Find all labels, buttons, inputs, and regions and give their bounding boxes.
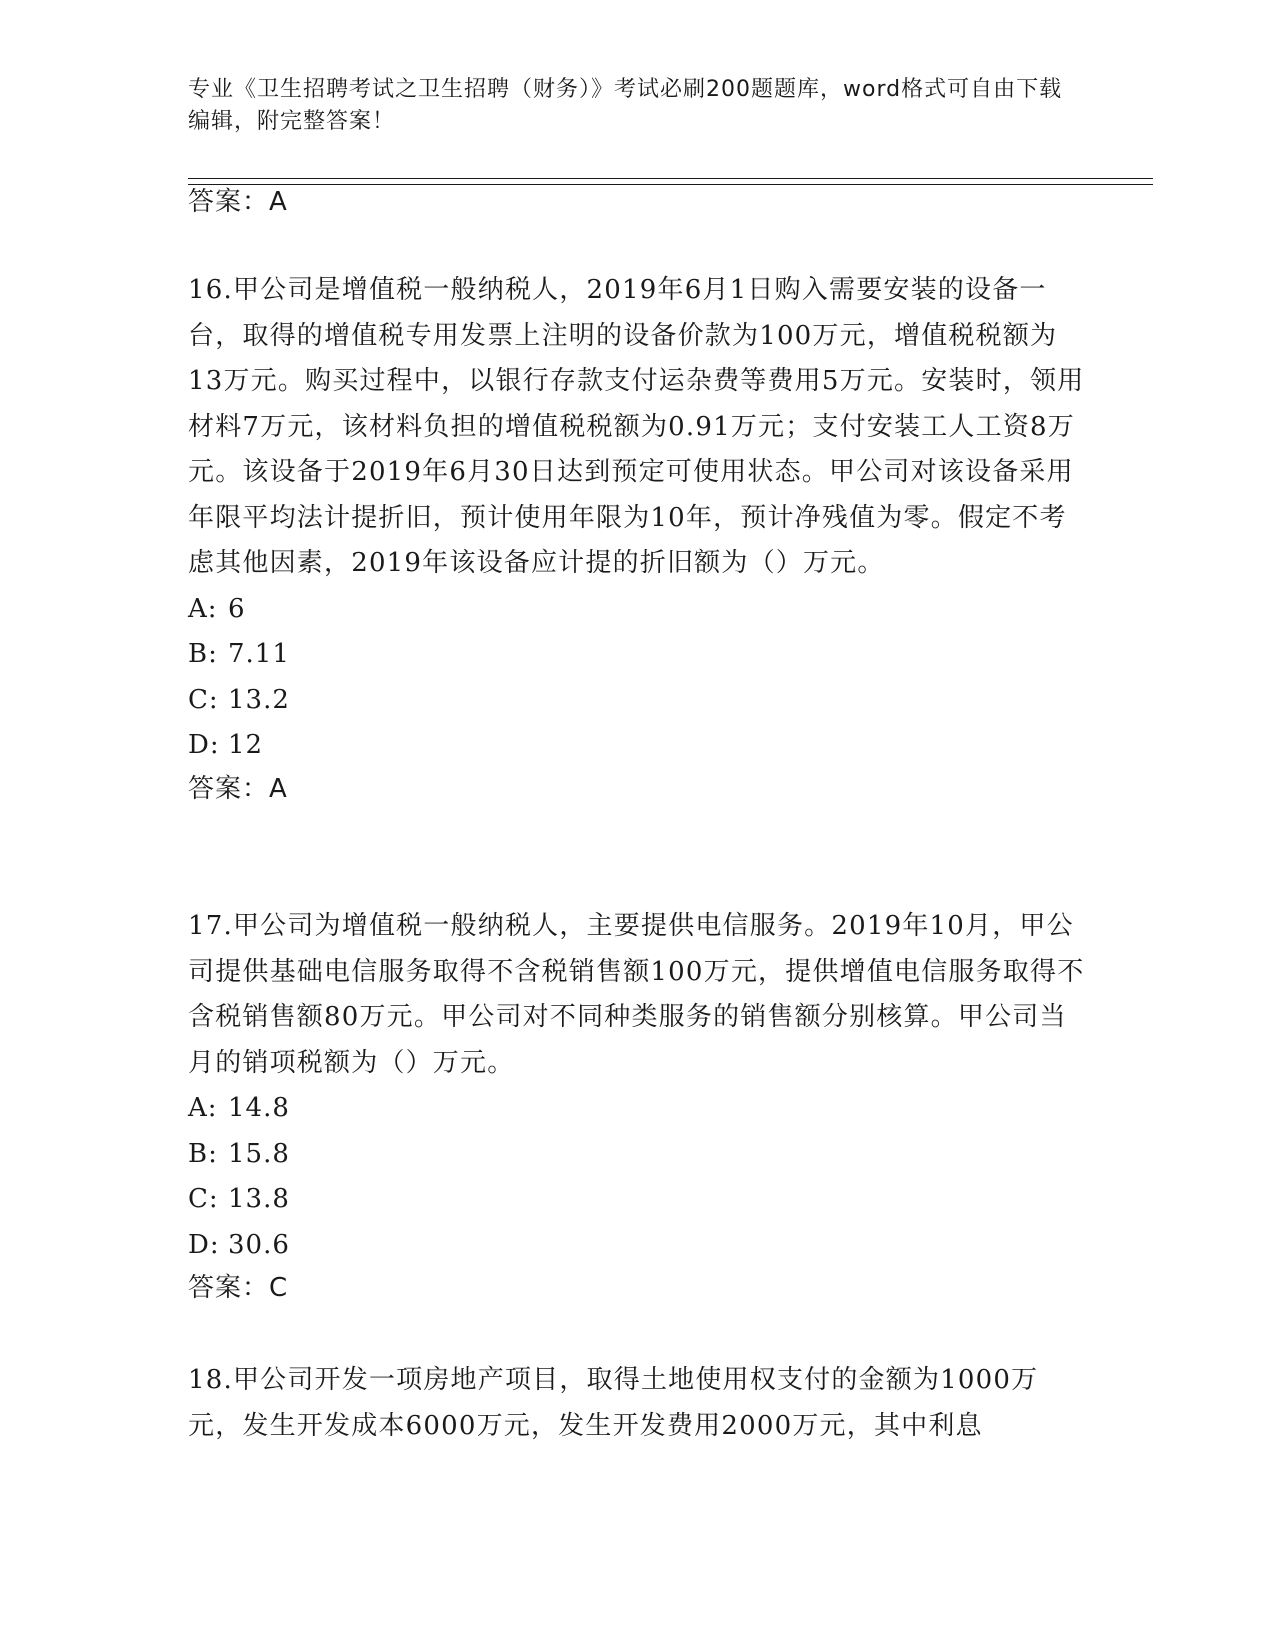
- question-text: 16.甲公司是增值税一般纳税人，2019年6月1日购入需要安装的设备一台，取得的增值税专用发票上注明的设备价款为100万元，增值税税额为13万元。购买过程中，以银行存款支付运杂费等费用5万元。安装时，领用材料7万元，该材料负担的增值税税额为0.91万元；支付安装工人工资8万元。该设备于2019年6月30日达到预定可使用状态。甲公司对该设备采用年限平均法计提折旧，预计使用年限为10年，预计净残值为零。假定不考虑其他因素，2019年该设备应计提的折旧额为（）万元。: [188, 275, 1085, 578]
- option-value: 15.8: [228, 1138, 290, 1169]
- option-key: B:: [188, 1138, 218, 1169]
- answer-line: 答案：A: [188, 773, 288, 804]
- question-text: 18.甲公司开发一项房地产项目，取得土地使用权支付的金额为1000万元，发生开发成本6000万元，发生开发费用2000万元，其中利息: [188, 1365, 1039, 1441]
- document-header: 专业《卫生招聘考试之卫生招聘（财务）》考试必刷200题题库，word格式可自由下载编辑，附完整答案！: [188, 77, 1063, 134]
- answer-line: 答案：C: [188, 1273, 289, 1303]
- option-value: 7.11: [228, 639, 290, 669]
- option-value: 12: [228, 730, 264, 760]
- question-16: [188, 268, 1088, 805]
- header-divider-top: [188, 178, 1153, 179]
- question-17: [188, 904, 1088, 1304]
- option-key: A:: [188, 593, 218, 624]
- option-value: 14.8: [228, 1093, 290, 1123]
- option-a: [188, 587, 1088, 633]
- option-key: D:: [188, 730, 220, 760]
- option-b: [188, 632, 1088, 678]
- option-key: C:: [188, 684, 219, 715]
- option-value: 13.2: [228, 684, 290, 715]
- option-key: A:: [188, 1093, 218, 1123]
- option-d: [188, 1223, 1088, 1269]
- option-value: 30.6: [228, 1229, 290, 1260]
- option-key: C:: [188, 1184, 219, 1214]
- option-c: [188, 1177, 1088, 1223]
- header-divider-bottom: [188, 184, 1153, 185]
- question-text: 17.甲公司为增值税一般纳税人，主要提供电信服务。2019年10月，甲公司提供基础电信服务取得不含税销售额100万元，提供增值电信服务取得不含税销售额80万元。甲公司对不同种类服务的销售额分别核算。甲公司当月的销项税额为（）万元。: [188, 911, 1085, 1078]
- option-key: B:: [188, 639, 218, 669]
- option-key: D:: [188, 1229, 220, 1260]
- option-a: [188, 1086, 1088, 1132]
- option-value: 13.8: [228, 1184, 290, 1214]
- answer-line: 答案：A: [188, 187, 288, 217]
- option-d: [188, 723, 1088, 769]
- option-value: 6: [228, 593, 246, 624]
- option-c: [188, 678, 1088, 724]
- question-18: [188, 1358, 1088, 1449]
- option-b: [188, 1132, 1088, 1178]
